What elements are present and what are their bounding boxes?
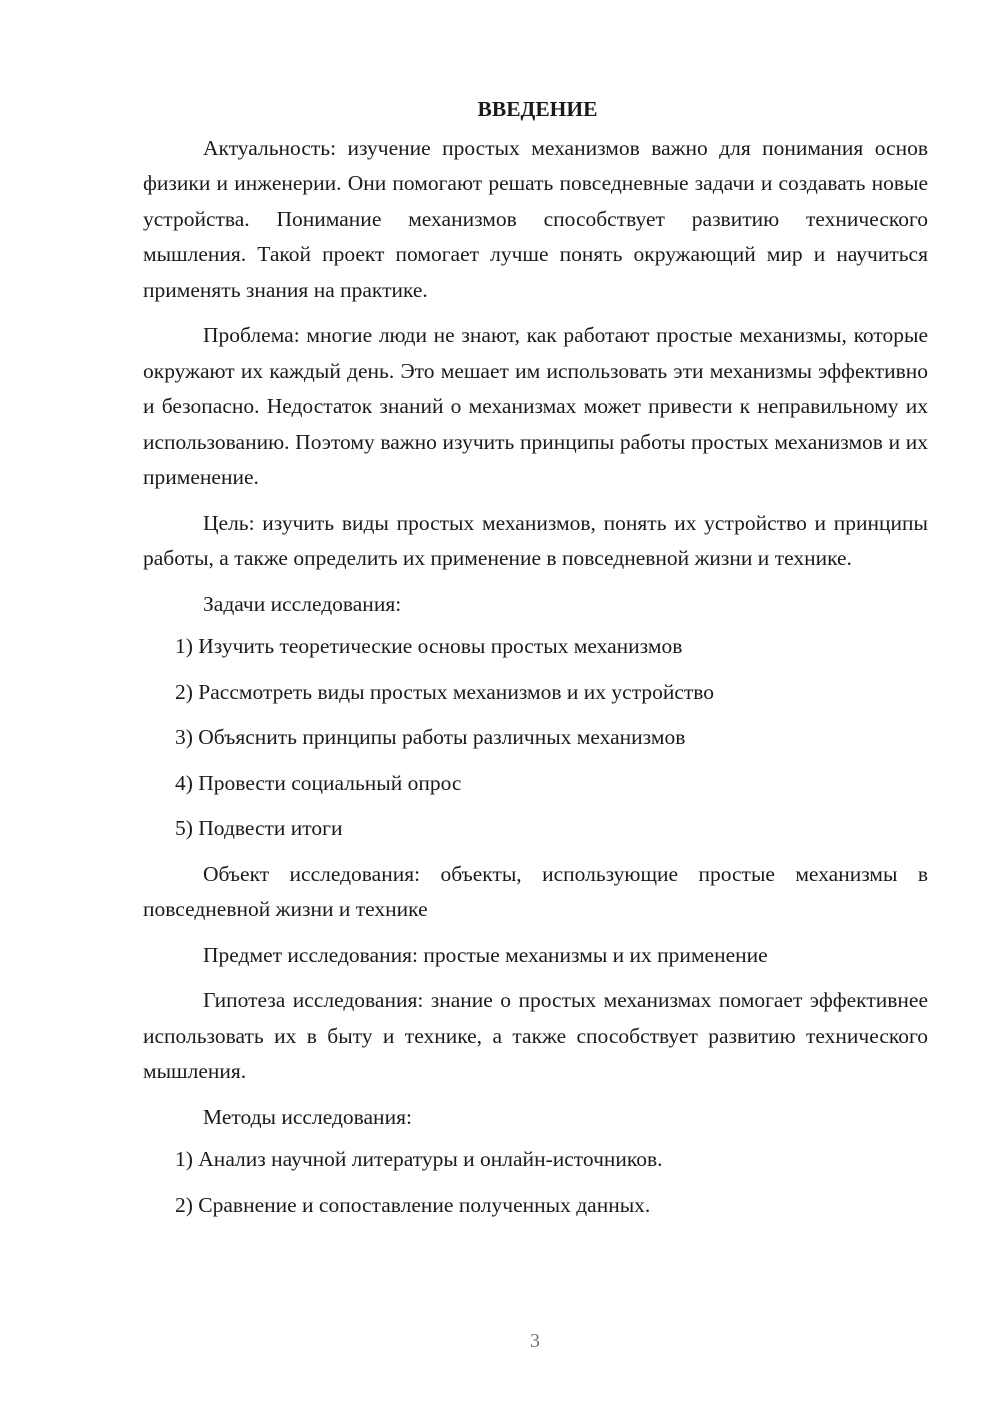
object-paragraph: Объект исследования: объекты, использующие простые механизмы в повседневной жизни и технике <box>143 861 928 921</box>
problem-paragraph: Проблема: многие люди не знают, как работают простые механизмы, которые окружают их каждый день. Это мешает им использовать эти механизмы эффективно и безопасно. Недостаток знаний о механизмах может привести к неправильному их использованию. Поэтому важно изучить принципы работы простых механизмов и их применение. <box>143 323 928 489</box>
methods-list <box>143 1142 928 1223</box>
list-item: 4) Провести социальный опрос <box>175 770 462 795</box>
list-item: 2) Сравнение и сопоставление полученных данных. <box>175 1192 651 1217</box>
tasks-list <box>143 629 928 847</box>
subject-paragraph: Предмет исследования: простые механизмы и их применение <box>203 942 768 967</box>
goal-paragraph: Цель: изучить виды простых механизмов, понять их устройство и принципы работы, а также определить их применение в повседневной жизни и технике. <box>143 510 928 570</box>
list-item: 2) Рассмотреть виды простых механизмов и их устройство <box>175 679 715 704</box>
methods-heading: Методы исследования: <box>203 1104 412 1129</box>
relevance-paragraph: Актуальность: изучение простых механизмов важно для понимания основ физики и инженерии. Они помогают решать повседневные задачи и создавать новые устройства. Понимание механизмов способствует развитию технического мышления. Такой проект помогает лучше понять окружающий мир и научиться применять знания на практике. <box>143 135 928 302</box>
list-item: 1) Анализ научной литературы и онлайн-источников. <box>175 1147 663 1171</box>
page-number: 3 <box>530 1330 540 1352</box>
list-item: 3) Объяснить принципы работы различных механизмов <box>175 725 686 749</box>
tasks-heading: Задачи исследования: <box>203 591 402 616</box>
section-title: ВВЕДЕНИЕ <box>477 97 598 121</box>
list-item: 1) Изучить теоретические основы простых механизмов <box>175 634 683 658</box>
hypothesis-paragraph: Гипотеза исследования: знание о простых механизмах помогает эффективнее использовать их в быту и технике, а также способствует развитию технического мышления. <box>143 988 928 1083</box>
page-content <box>143 92 928 1223</box>
list-item: 5) Подвести итоги <box>175 816 343 840</box>
